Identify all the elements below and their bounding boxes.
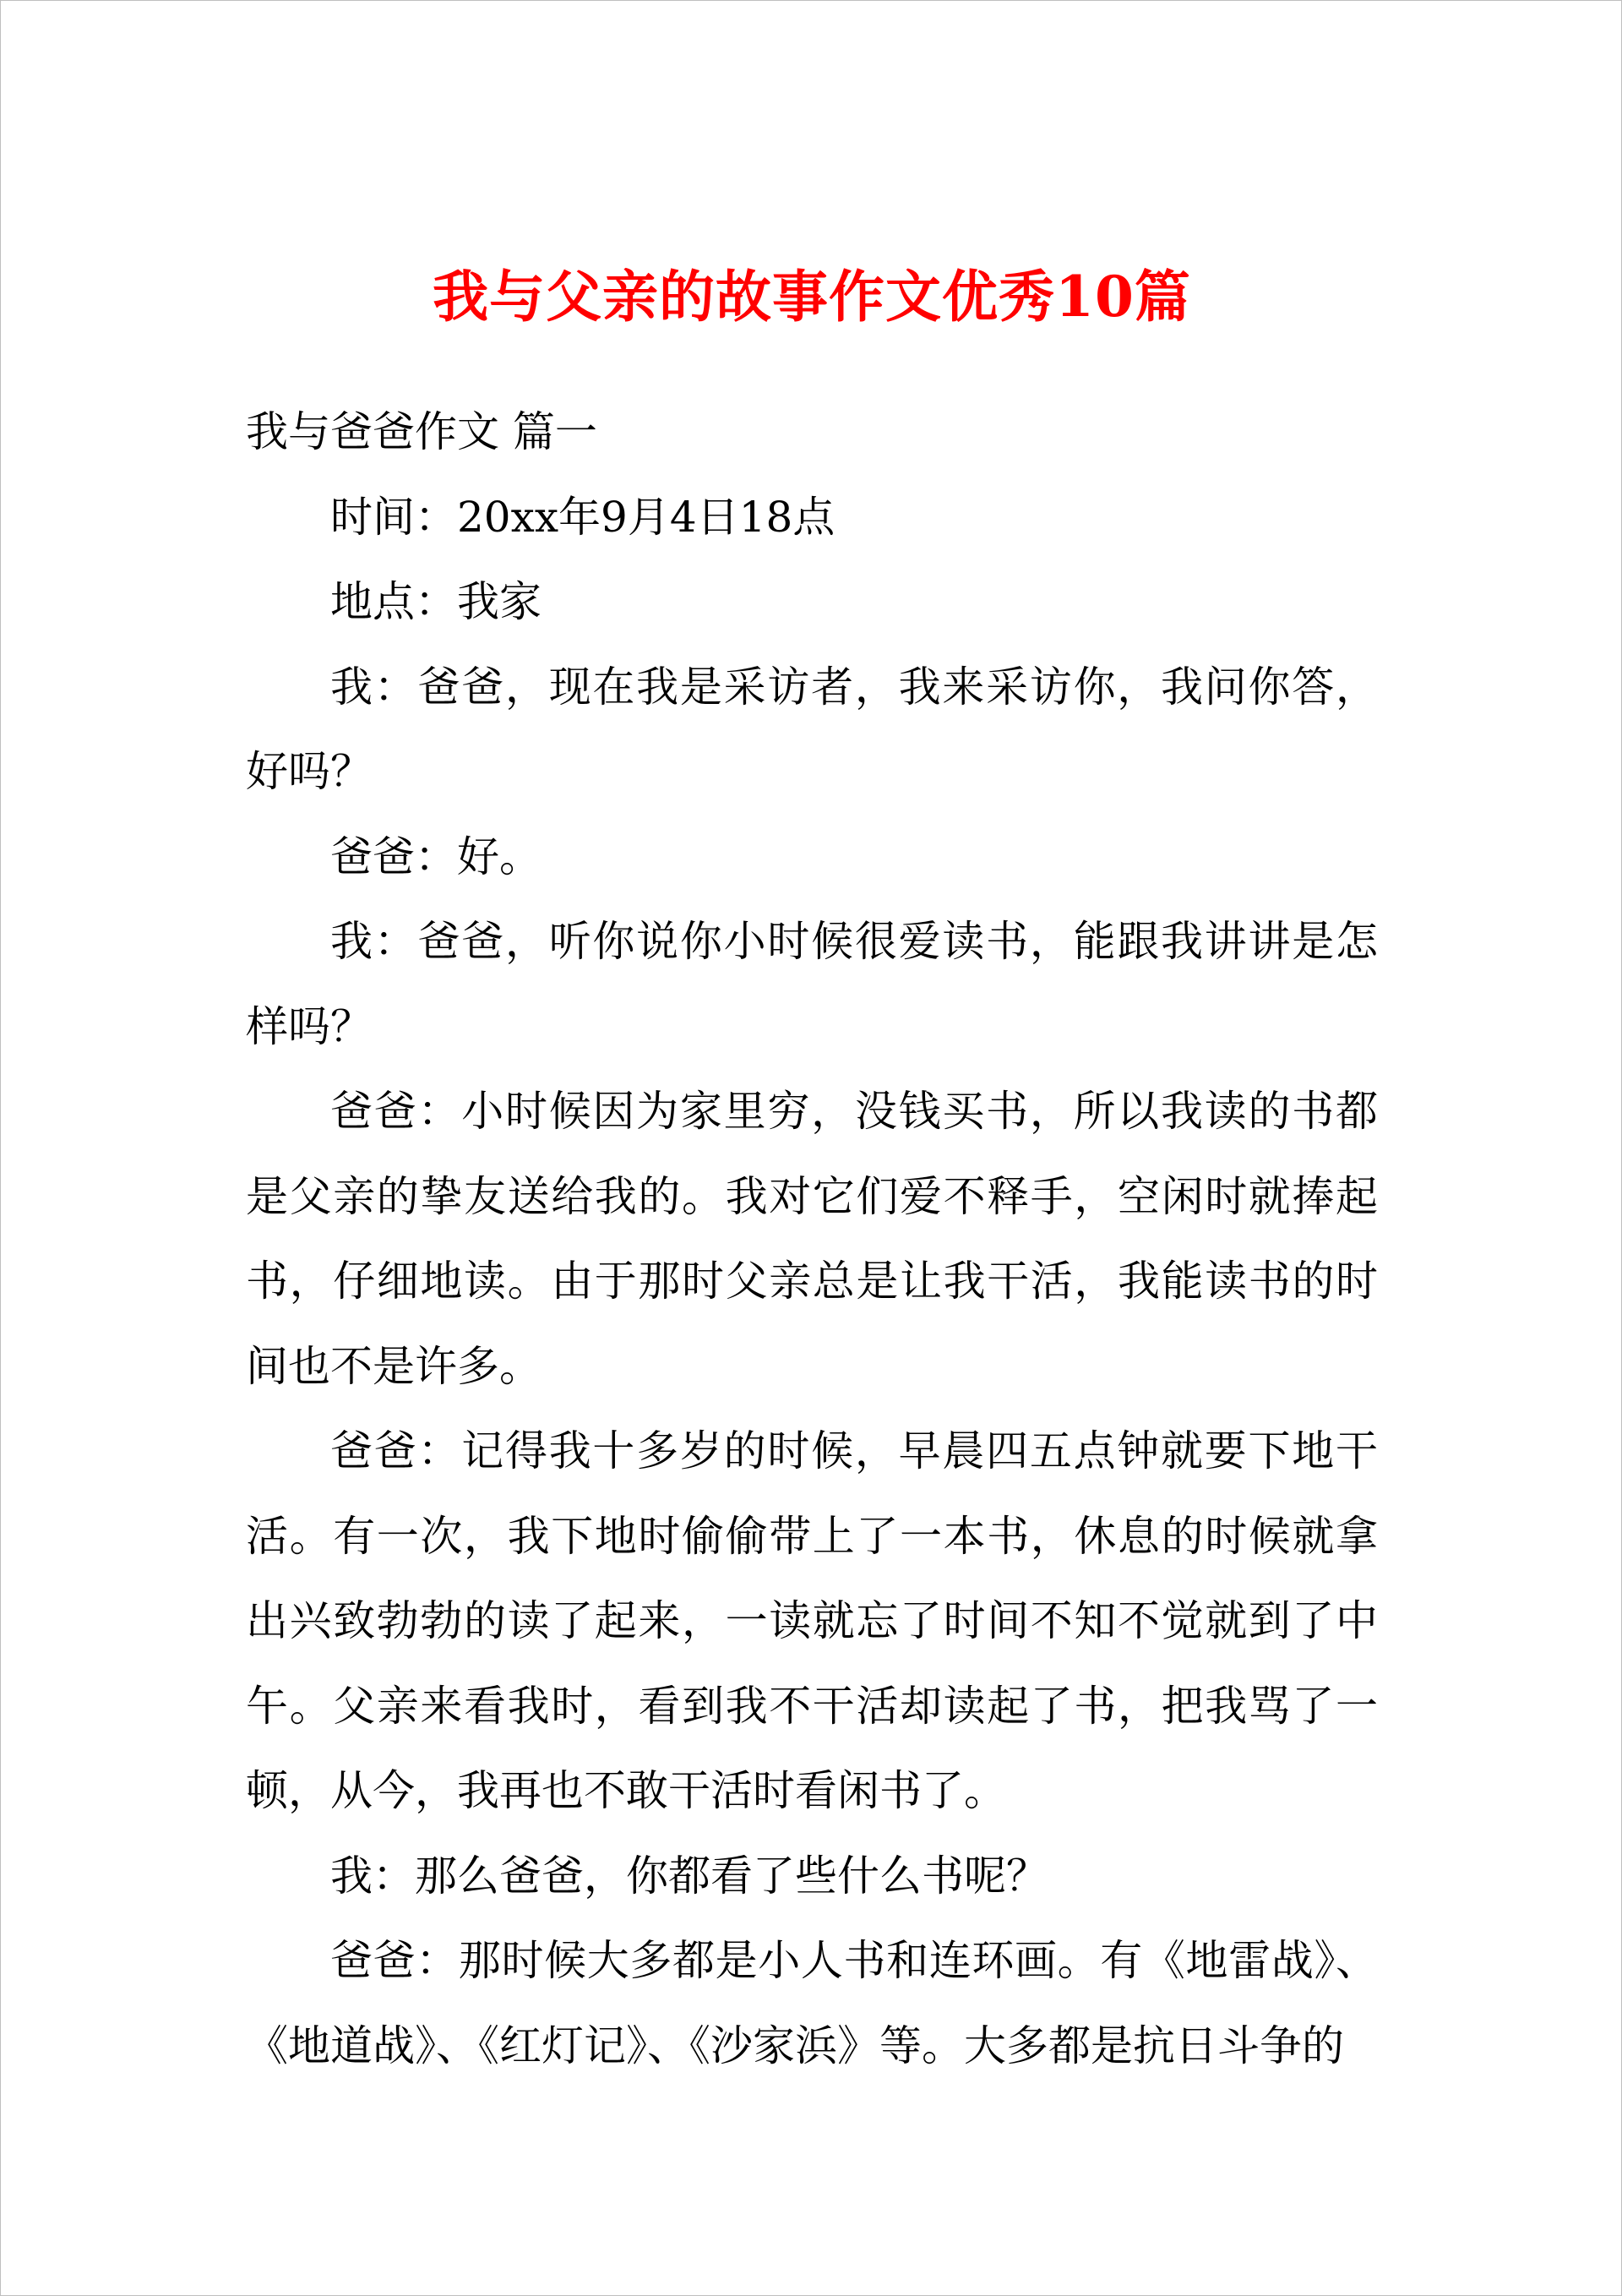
- paragraph: 我：那么爸爸，你都看了些什么书呢？: [330, 1851, 1048, 1901]
- paragraph: 我：爸爸，听你说你小时候很爱读书，能跟我讲讲是怎样吗？: [246, 917, 1378, 1051]
- section-heading: 我与爸爸作文 篇一: [246, 407, 597, 456]
- document-body: [246, 390, 1378, 2088]
- paragraph-place: 地点：我家: [330, 577, 542, 626]
- paragraph-time: 时间：20xx年9月4日18点: [330, 492, 835, 542]
- paragraph: 爸爸：好。: [330, 832, 542, 881]
- paragraph: 爸爸：记得我十多岁的时候，早晨四五点钟就要下地干活。有一次，我下地时偷偷带上了一本书，休息的时候就拿出兴致勃勃的读了起来，一读就忘了时间不知不觉就到了中午。父亲来看我时，看到我不干活却读起了书，把我骂了一顿，从今，我再也不敢干活时看闲书了。: [246, 1426, 1378, 1815]
- paragraph: 爸爸：那时候大多都是小人书和连环画。有《地雷战》、《地道战》、《红灯记》、《沙家浜》等。大多都是抗日斗争的: [246, 1936, 1378, 2070]
- document-title: 我与父亲的故事作文优秀10篇: [433, 264, 1191, 330]
- paragraph: 爸爸：小时候因为家里穷，没钱买书，所以我读的书都是父亲的挚友送给我的。我对它们爱不释手，空闲时就捧起书，仔细地读。由于那时父亲总是让我干活，我能读书的时间也不是许多。: [246, 1087, 1378, 1391]
- paragraph: 我：爸爸，现在我是采访者，我来采访你，我问你答，好吗？: [246, 662, 1378, 796]
